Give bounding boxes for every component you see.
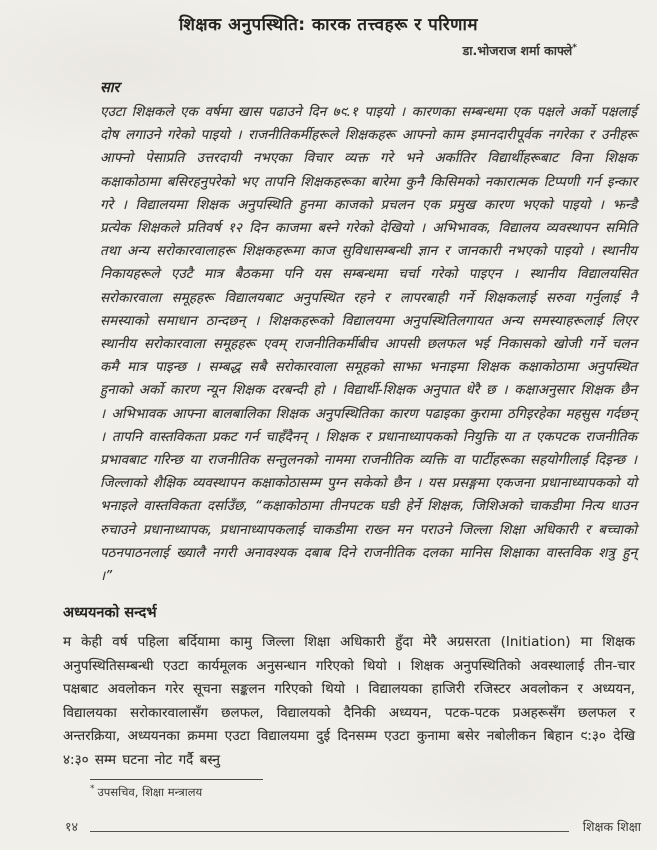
section-heading: अध्ययनको सन्दर्भ (63, 605, 157, 622)
page-footer (65, 818, 641, 835)
footnote-divider (90, 779, 263, 780)
abstract-section (100, 77, 637, 588)
page-title: शिक्षक अनुपस्थिति: कारक तत्त्वहरू र परिणाम (178, 15, 479, 35)
author-name: डा.भोजराज शर्मा काफ्ले (462, 43, 573, 58)
footnote (90, 784, 263, 800)
journal-name: शिक्षक शिक्षा (582, 819, 641, 834)
footer-rule (90, 831, 569, 832)
page-number: १४ (65, 819, 79, 834)
footnote-area (90, 779, 263, 800)
author-footnote-mark: * (572, 42, 577, 53)
study-context-section (63, 602, 635, 772)
footnote-mark: * (90, 784, 95, 794)
footnote-text: उपसचिव, शिक्षा मन्त्रालय (97, 784, 203, 799)
section-text: म केही वर्ष पहिला बर्दियामा कामु जिल्ला शिक्षा अधिकारी हुँदा मेरै अग्रसरता (Initiation) मा शिक्षक अनुपस्थितिसम्बन्धी एउटा कार्यमूलक अनुसन्धान गरिएको थियो । शिक्षक अनुपस्थितिको अवस्थालाई तीन-चार पक्षबाट अवलोकन गरेर सूचना सङ्कलन गरिएको थियो । विद्यालयका हाजिरी रजिस्टर अवलोकन र अध्ययन, विद्यालयका सरोकारवालासँग छलफल, विद्यालयको दैनिकी अध्ययन, पटक-पटक प्रअहरूसँग छलफल र अन्तरक्रिया, अध्ययनका क्रममा एउटा विद्यालयमा दुई दिनसम्म एउटा कुनामा बसेर नबोलीकन बिहान ९:३० देखि ४:३० सम्म घटना नोट गर्दै बस्नु (63, 634, 635, 768)
author-line (0, 42, 577, 59)
abstract-text: एउटा शिक्षकले एक वर्षमा खास पढाउने दिन ७९.१ पाइयो । कारणका सम्बन्धमा एक पक्षले अर्को पक्षलाई दोष लगाउने गरेको पाइयो । राजनीतिकर्मीहरूले शिक्षकहरू आफ्नो काम इमानदारीपूर्वक नगरेका र उनीहरू आफ्नो पेसाप्रति उत्तरदायी नभएका विचार व्यक्त गरे भने अर्कातिर विद्यार्थीहरूबाट विना शिक्षक कक्षाकोठामा बसिरहनुपरेको भए तापनि शिक्षकहरूका बारेमा कुनै किसिमको नकारात्मक टिप्पणी गर्न इन्कार गरे । विद्यालयमा शिक्षक अनुपस्थिति हुनमा काजको प्रचलन एक प्रमुख कारण भएको पाइयो । झन्डै प्रत्येक शिक्षकले प्रतिवर्ष १२ दिन काजमा बस्ने गरेको देखियो । अभिभावक, विद्यालय व्यवस्थापन समिति तथा अन्य सरोकारवालाहरू शिक्षकहरूमा काज सुविधासम्बन्धी ज्ञान र जानकारी नभएको पाइयो । स्थानीय निकायहरूले एउटै मात्र बैठकमा पनि यस सम्बन्धमा चर्चा गरेको पाइएन । स्थानीय विद्यालयसित सरोकारवाला समूहहरू विद्यालयबाट अनुपस्थित रहने र लापरबाही गर्ने शिक्षकलाई सरुवा गर्नुलाई नै समस्याको समाधान ठान्दछन् । शिक्षकहरूको विद्यालयमा अनुपस्थितिलगायत अन्य समस्याहरूलाई लिएर स्थानीय सरोकारवाला समूहहरू एवम् राजनीतिकर्मीबीच आपसी छलफल भई निकासको खोजी गर्ने चलन कमै मात्र पाइन्छ । सम्बद्ध सबै सरोकारवाला समूहको साझा भनाइमा शिक्षक कक्षाकोठामा अनुपस्थित हुनाको अर्को कारण न्यून शिक्षक दरबन्दी हो । विद्यार्थी-शिक्षक अनुपात धेरै छ । कक्षाअनुसार शिक्षक छैन । अभिभावक आफ्ना बालबालिका शिक्षक अनुपस्थितिका कारण पढाइका कुरामा ठगिइरहेका महसुस गर्दछन् । तापनि वास्तविकता प्रकट गर्न चाहँदैनन् । शिक्षक र प्रधानाध्यापकको नियुक्ति या त एकपटक राजनीतिक प्रभावबाट गरिन्छ या राजनीतिक सन्तुलनको नाममा राजनीतिक व्यक्ति वा पार्टीहरूका सहयोगीलाई दिइन्छ । जिल्लाको शैक्षिक व्यवस्थापन कक्षाकोठासम्म पुग्न सकेको छैन । यस प्रसङ्गमा एकजना प्रधानाध्यापकको यो भनाइले वास्तविकता दर्साउँछ, “कक्षाकोठामा तीनपटक घडी हेर्ने शिक्षक, जिशिअको चाकडीमा नित्य धाउन रुचाउने प्रधानाध्यापक, प्रधानाध्यापकलाई चाकडीमा राख्न मन पराउने जिल्ला शिक्षा अधिकारी र बच्चाको पठनपाठनलाई ख्यालै नगरी अनावश्यक दबाब दिने राजनीतिक दलका मानिस शिक्षाका वास्तविक शत्रु हुन् ।” (100, 104, 637, 585)
abstract-heading: सार (100, 80, 120, 96)
